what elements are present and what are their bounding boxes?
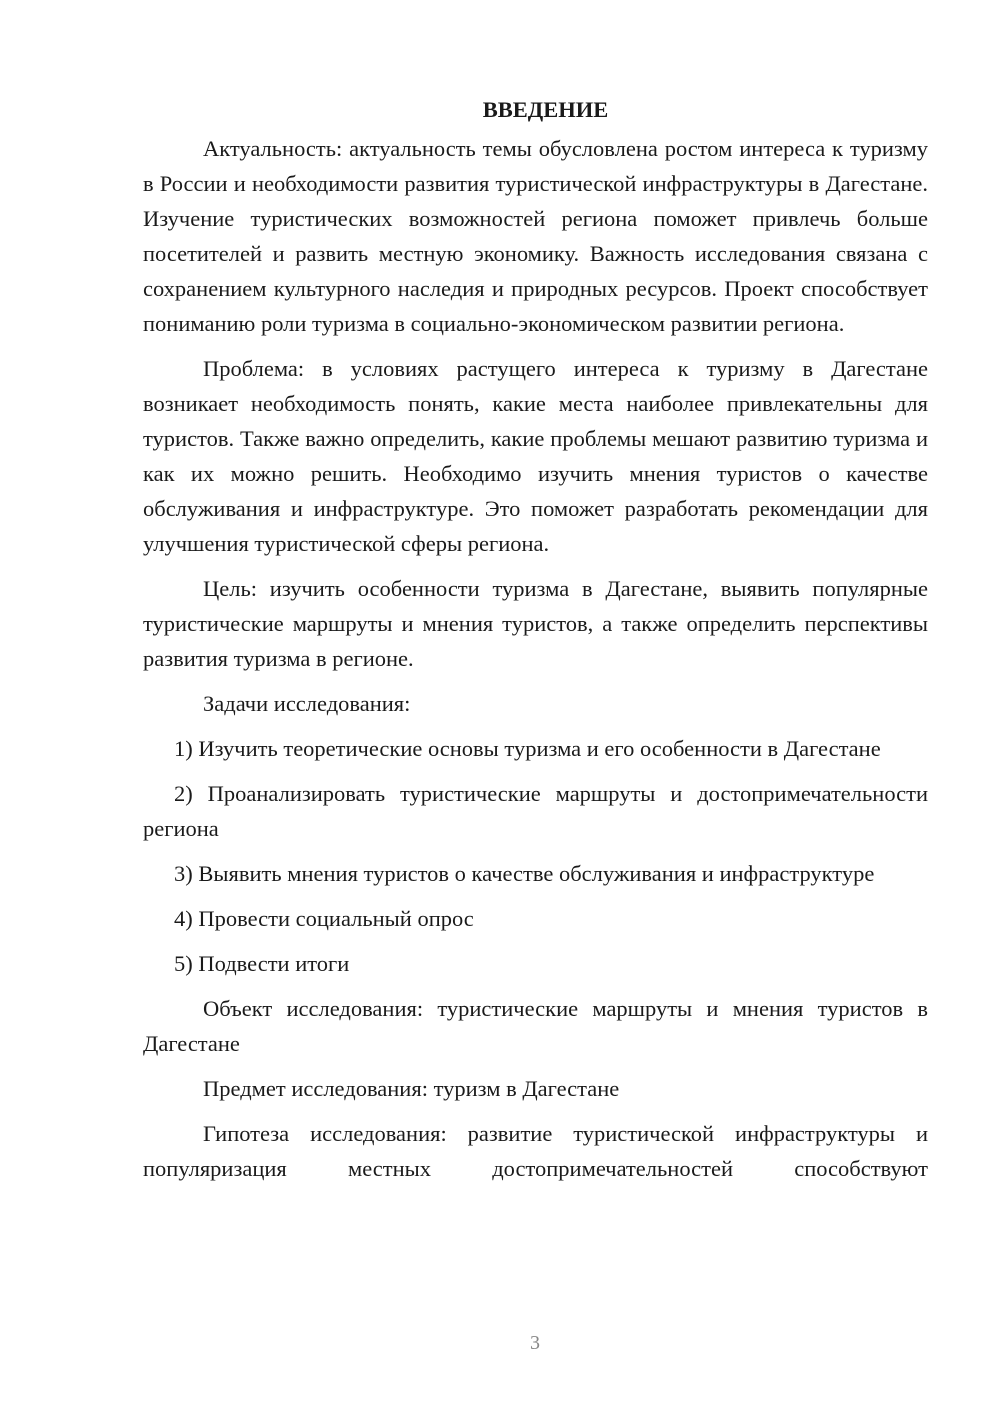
paragraph-object: Объект исследования: туристические маршруты и мнения туристов в Дагестане — [143, 996, 928, 1056]
page-number: 3 — [530, 1332, 540, 1354]
document-page — [143, 92, 928, 1186]
paragraph-problem: Проблема: в условиях растущего интереса к туризму в Дагестане возникает необходимость понять, какие места наиболее привлекательны для туристов. Также важно определить, какие проблемы мешают развитию туризма и как их можно решить. Необходимо изучить мнения туристов о качестве обслуживания и инфраструктуре. Это поможет разработать рекомендации для улучшения туристической сферы региона. — [143, 356, 928, 556]
section-title: ВВЕДЕНИЕ — [482, 97, 609, 122]
task-item-1: 1) Изучить теоретические основы туризма и его особенности в Дагестане — [174, 736, 881, 761]
tasks-heading: Задачи исследования: — [203, 691, 411, 716]
paragraph-hypothesis: Гипотеза исследования: развитие туристической инфраструктуры и популяризация местных достопримечательностей способствуют — [143, 1121, 928, 1181]
paragraph-subject: Предмет исследования: туризм в Дагестане — [203, 1076, 620, 1101]
task-item-4: 4) Провести социальный опрос — [174, 906, 474, 931]
task-item-3: 3) Выявить мнения туристов о качестве обслуживания и инфраструктуре — [174, 861, 875, 886]
task-item-2: 2) Проанализировать туристические маршруты и достопримечательности региона — [143, 781, 928, 841]
task-item-5: 5) Подвести итоги — [174, 951, 350, 976]
paragraph-relevance: Актуальность: актуальность темы обусловлена ростом интереса к туризму в России и необходимости развития туристической инфраструктуры в Дагестане. Изучение туристических возможностей региона поможет привлечь больше посетителей и развить местную экономику. Важность исследования связана с сохранением культурного наследия и природных ресурсов. Проект способствует пониманию роли туризма в социально-экономическом развитии региона. — [143, 136, 928, 336]
paragraph-goal: Цель: изучить особенности туризма в Дагестане, выявить популярные туристические маршруты и мнения туристов, а также определить перспективы развития туризма в регионе. — [143, 576, 928, 671]
